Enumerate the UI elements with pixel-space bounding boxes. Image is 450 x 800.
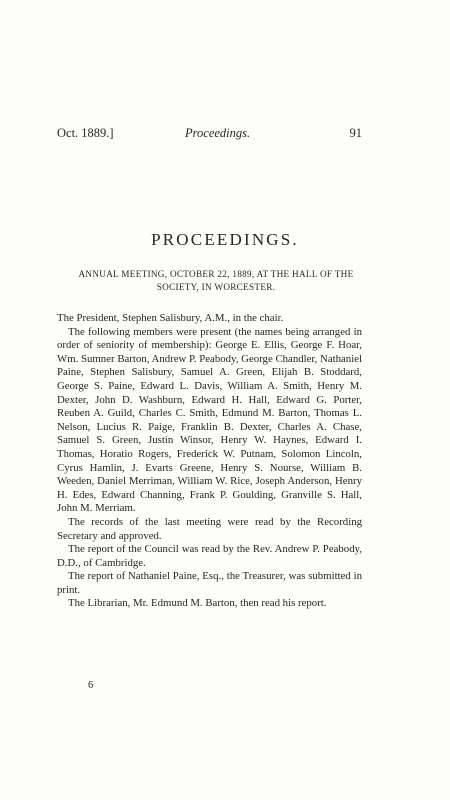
signature-mark: 6 — [88, 680, 94, 691]
page-number: 91 — [349, 126, 362, 140]
paragraph-treasurer-report: The report of Nathaniel Paine, Esq., the Treasurer, was submitted in print. — [57, 570, 362, 596]
paragraph-records: The records of the last meeting were read by the Recording Secretary and approved. — [57, 515, 362, 542]
body-text — [57, 312, 362, 611]
running-head — [57, 126, 362, 146]
running-head-date: Oct. 1889.] — [57, 126, 114, 140]
paragraph-members: The following members were present (the names being arranged in order of seniority of membership): George E. Ellis, George F. Hoar, Wm. Sumner Barton, Andrew P. Peabody, George Chandler, Nathaniel Paine, Stephen Salisbury, Samuel A. Green, Elijah B. Stoddard, George S. Paine, Edward L. Davis, William A. Smith, Henry M. Dexter, John D. Washburn, Edward H. Hall, Edward G. Porter, Reuben A. Guild, Charles C. Smith, Edmund M. Barton, Thomas L. Nelson, Lucius R. Paige, Franklin B. Dexter, Charles A. Chase, Samuel S. Green, Justin Winsor, Henry W. Haynes, Edward I. Thomas, Horatio Rogers, Frederick W. Putnam, Solomon Lincoln, Cyrus Hamlin, J. Evarts Greene, Henry S. Nourse, William B. Weeden, Daniel Merriman, William W. Rice, Joseph Anderson, Henry H. Edes, Edward Channing, Frank P. Goulding, Granville S. Hall, John M. Merriam. — [57, 325, 362, 515]
meeting-heading: ANNUAL MEETING, OCTOBER 22, 1889, AT THE HALL OF THE SOCIETY, IN WORCESTER. — [78, 269, 354, 292]
paragraph-president: The President, Stephen Salisbury, A.M., in the chair. — [57, 312, 284, 324]
section-title: PROCEEDINGS. — [151, 230, 299, 249]
running-head-title: Proceedings. — [185, 126, 251, 140]
paragraph-council-report: The report of the Council was read by the Rev. Andrew P. Peabody, D.D., of Cambridge. — [57, 543, 362, 569]
paragraph-librarian-report: The Librarian, Mr. Edmund M. Barton, then read his report. — [68, 597, 327, 610]
